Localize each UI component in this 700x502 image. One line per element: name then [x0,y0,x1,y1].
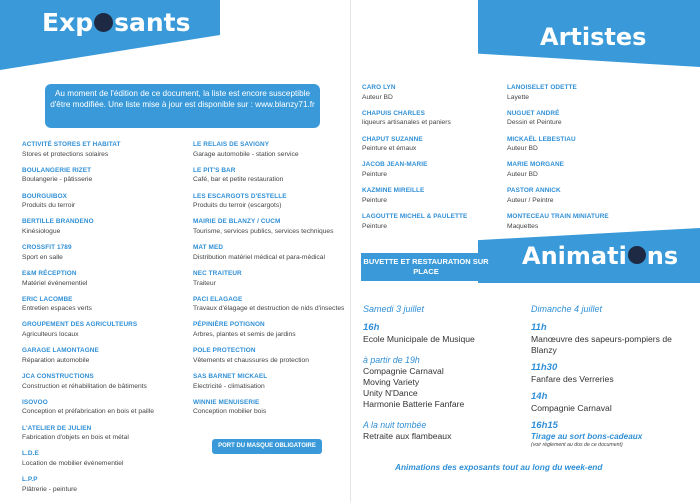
list-item [193,295,353,314]
entry-description: Arbres, plantes et semis de jardins [193,331,296,339]
list-item [507,109,667,128]
entry-name: LE RELAIS DE SAVIGNY [193,141,270,148]
entry-name: PASTOR ANNICK [507,187,561,195]
list-item [193,346,353,365]
entry-name: CHAPUIS CHARLES [362,109,425,117]
entry-name: MONTECEAU TRAIN MINIATURE [507,212,609,220]
time: 11h30 [531,362,558,373]
event: Compagnie Carnaval [531,403,612,413]
ball-icon [628,246,646,264]
mask-mandatory-badge: PORT DU MASQUE OBLIGATOIRE [212,439,322,454]
list-item [507,160,667,179]
event: Compagnie Carnaval [363,366,444,376]
buvette-banner: BUVETTE ET RESTAURATION SUR PLACE [361,253,491,281]
entry-description: Agriculteurs locaux [22,331,79,339]
sunday-schedule [531,322,681,448]
entry-description: Garage automobile - station service [193,150,299,158]
entry-name: NUGUET ANDRÉ [507,109,560,117]
list-item [193,372,353,391]
entry-description: Matériel événementiel [22,279,88,287]
list-item [507,135,667,154]
event: Manœuvre des sapeurs-pompiers de Blanzy [531,334,672,355]
entry-description: Vêtements et chaussures de protection [193,356,309,364]
entry-description: Conception mobilier bois [193,408,267,416]
entry-description: Conception et préfabrication en bois et paille [22,408,154,416]
event: Unity N'Dance [363,388,418,398]
entry-description: Maquettes [507,222,539,230]
entry-name: L.P.P [22,476,38,484]
time: A la nuit tombée [363,420,427,430]
entry-name: CHAPUT SUZANNE [362,135,423,143]
list-item [193,192,353,211]
saturday-heading: Samedi 3 juillet [363,304,425,314]
ball-icon [94,13,113,32]
list-item [22,424,182,443]
list-item [507,186,667,205]
rules-note: (voir règlement au dos de ce document) [531,442,623,448]
entry-description: Distribution matériel médical et para-médical [193,253,325,261]
list-item [22,320,182,339]
entry-description: Plâtrerie - peinture [22,485,78,493]
list-item [22,166,182,185]
entry-description: Location de mobilier événementiel [22,459,124,467]
entry-description: Produits du terroir [22,202,76,210]
entry-description: Produits du terroir (escargots) [193,202,282,210]
entry-description: Travaux d'élagage et destruction de nids d'insectes [193,305,345,313]
entry-name: ACTIVITÉ STORES ET HABITAT [22,141,121,148]
list-item [22,269,182,288]
entry-name: MICKAËL LEBESTIAU [507,135,576,143]
entry-name: LANOISELET ODETTE [507,84,577,91]
entry-description: Kinésiologue [22,227,61,235]
list-item [507,83,667,102]
time: 16h [363,322,380,333]
entry-description: Electricité - climatisation [193,382,265,390]
artistes-list-left [362,83,482,238]
entry-name: SAS BARNET MICKAEL [193,373,268,381]
entry-description: Entretien espaces verts [22,305,92,313]
list-item [362,160,482,179]
entry-name: MAIRIE DE BLANZY / CUCM [193,218,281,226]
entry-name: MARIE MORGANE [507,161,565,169]
entry-description: liqueurs artisanales et paniers [362,119,451,127]
list-item [22,475,182,494]
entry-description: Peinture [362,196,387,204]
entry-name: MAT MED [193,244,224,252]
list-item [193,243,353,262]
saturday-schedule [363,322,523,452]
entry-description: Fabrication d'objets en bois et métal [22,434,129,442]
list-item [22,449,182,468]
list-item [193,217,353,236]
list-item [22,295,182,314]
entry-name: ERIC LACOMBE [22,295,73,303]
list-item [193,269,353,288]
list-item [22,372,182,391]
time: à partir de 19h [363,355,420,365]
entry-description: Peinture et émaux [362,145,417,153]
list-item [362,186,482,205]
entry-name: WINNIE MENUISERIE [193,398,260,406]
entry-description: Peinture [362,170,387,178]
update-notice: Au moment de l'édition de ce document, la liste est encore susceptible d'être modifiée. Une liste mise à jour est disponible sur : www.blanzy71.fr [45,84,320,128]
event: Harmonie Batterie Fanfare [363,399,465,409]
list-item [193,166,353,185]
entry-name: GROUPEMENT DES AGRICULTEURS [22,321,138,329]
entry-description: Auteur BD [507,170,538,178]
event: Tirage au sort bons-cadeaux [531,432,643,441]
entry-name: BOURGUIBOX [22,192,68,200]
entry-description: Construction et réhabilitation de bâtiments [22,382,147,390]
list-item [362,135,482,154]
exposants-list-right [193,140,353,424]
entry-name: BOULANGERIE RIZET [22,166,92,174]
entry-name: PACI ELAGAGE [193,295,243,303]
event: Ecole Municipale de Musique [363,334,475,344]
entry-name: JCA CONSTRUCTIONS [22,373,94,381]
entry-name: E&M RÉCEPTION [22,269,77,277]
list-item [22,140,182,159]
entry-name: KAZMINE MIREILLE [362,187,425,195]
list-item [362,83,482,102]
time: 14h [531,391,548,402]
time: 11h [531,322,547,333]
entry-name: GARAGE LAMONTAGNE [22,347,99,355]
entry-name: LES ESCARGOTS D'ESTELLE [193,192,287,200]
entry-name: ISOVOO [22,398,48,406]
list-item [22,346,182,365]
sunday-heading: Dimanche 4 juillet [531,304,603,314]
list-item [507,212,667,231]
entry-name: BERTILLE BRANDENO [22,218,94,226]
entry-name: NEC TRAITEUR [193,269,242,277]
list-item [22,217,182,236]
list-item [22,398,182,417]
entry-description: Auteur BD [362,93,393,101]
entry-description: Réparation automobile [22,356,90,364]
entry-name: L'ATELIER DE JULIEN [22,424,92,432]
event: Fanfare des Verreries [531,374,614,384]
time: 16h15 [531,420,558,431]
entry-name: LAGOUTTE MICHEL & PAULETTE [362,212,468,220]
entry-description: Stores et protections solaires [22,150,109,158]
animations-footer: Animations des exposants tout au long du week-end [395,462,603,472]
list-item [193,140,353,159]
entry-name: LE PIT'S BAR [193,166,236,174]
list-item [193,398,353,417]
entry-description: Dessin et Peinture [507,119,562,127]
exposants-title: Exp sants [42,8,191,37]
animations-title: Animati ns [522,242,679,270]
list-item [362,212,482,231]
entry-description: Tourisme, services publics, services techniques [193,227,334,235]
entry-description: Auteur BD [507,145,538,153]
entry-name: JACOB JEAN-MARIE [362,161,428,169]
entry-description: Peinture [362,222,387,230]
entry-description: Auteur / Peintre [507,196,554,204]
entry-description: Layette [507,93,529,101]
entry-description: Traiteur [193,279,216,287]
event: Moving Variety [363,377,420,387]
list-item [22,192,182,211]
list-item [362,109,482,128]
list-item [193,320,353,339]
entry-name: L.D.E [22,450,39,458]
entry-description: Sport en salle [22,253,63,261]
entry-name: CROSSFIT 1789 [22,244,72,252]
entry-name: PÉPINIÈRE POTIGNON [193,321,265,329]
artistes-title: Artistes [540,23,647,51]
entry-name: CARO LYN [362,84,396,91]
artistes-list-right [507,83,667,238]
exposants-list-left [22,140,182,501]
entry-description: Café, bar et petite restauration [193,176,284,184]
event: Retraite aux flambeaux [363,431,452,441]
list-item [22,243,182,262]
entry-name: POLE PROTECTION [193,347,256,355]
entry-description: Boulangerie - pâtisserie [22,176,93,184]
